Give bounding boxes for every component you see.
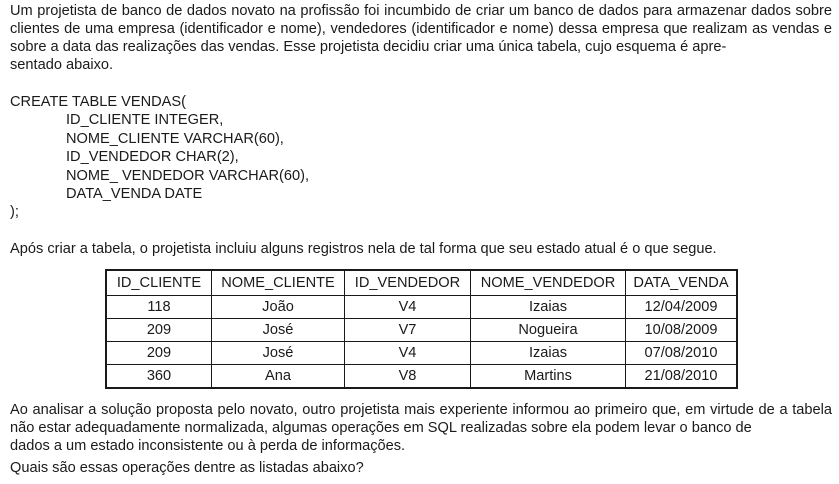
cell-nome-vendedor: Nogueira — [471, 319, 626, 342]
cell-nome-cliente: Ana — [212, 365, 345, 389]
table-row — [106, 342, 737, 365]
cell-nome-cliente: José — [212, 342, 345, 365]
intro-line-4: sentado abaixo. — [10, 57, 114, 73]
cell-id-vendedor: V7 — [345, 319, 471, 342]
sql-line-nome-cliente: NOME_CLIENTE VARCHAR(60), — [66, 130, 284, 147]
cell-nome-vendedor: Martins — [471, 365, 626, 389]
table-header-row — [106, 270, 737, 296]
analysis-line-3: dados a um estado inconsistente ou à perda de informações. — [10, 438, 406, 454]
sql-line-id-cliente: ID_CLIENTE INTEGER, — [66, 112, 224, 129]
after-create-text: Após criar a tabela, o projetista incluiu alguns registros nela de tal forma que seu estado atual é o que segue. — [10, 241, 717, 257]
cell-nome-vendedor: Izaias — [471, 342, 626, 365]
header-nome-cliente: NOME_CLIENTE — [212, 270, 345, 296]
table-row — [106, 296, 737, 319]
cell-nome-cliente: João — [212, 296, 345, 319]
sql-line-data-venda: DATA_VENDA DATE — [66, 185, 203, 202]
cell-data-venda: 10/08/2009 — [626, 319, 738, 342]
header-data-venda: DATA_VENDA — [626, 270, 738, 296]
question-paragraph — [10, 459, 832, 477]
sql-line-nome-vendedor: NOME_ VENDEDOR VARCHAR(60), — [66, 167, 309, 184]
cell-id-vendedor: V8 — [345, 365, 471, 389]
analysis-line-2: tabela não estar adequadamente normalizada, algumas operações em SQL realizadas sobre ela podem levar o banco de — [10, 402, 832, 436]
intro-line-1: Um projetista de banco de dados novato na profissão foi incumbido de criar um banco de dados para armazenar dados — [10, 3, 791, 19]
cell-nome-vendedor: Izaias — [471, 296, 626, 319]
question-text: Quais são essas operações dentre as listadas abaixo? — [10, 460, 364, 476]
sql-line-close: ); — [10, 204, 19, 221]
cell-data-venda: 07/08/2010 — [626, 342, 738, 365]
after-create-paragraph — [10, 240, 832, 258]
header-id-cliente: ID_CLIENTE — [106, 270, 212, 296]
cell-id-vendedor: V4 — [345, 296, 471, 319]
vendas-table — [105, 269, 738, 389]
header-nome-vendedor: NOME_VENDEDOR — [471, 270, 626, 296]
header-id-vendedor: ID_VENDEDOR — [345, 270, 471, 296]
analysis-line-1: Ao analisar a solução proposta pelo novato, outro projetista mais experiente informou ao primeiro que, em virtude de a — [10, 402, 788, 418]
table-row — [106, 365, 737, 389]
sql-line-create: CREATE TABLE VENDAS( — [10, 94, 186, 110]
cell-id-cliente: 360 — [106, 365, 212, 389]
intro-paragraph — [10, 2, 832, 74]
cell-nome-cliente: José — [212, 319, 345, 342]
cell-id-cliente: 118 — [106, 296, 212, 319]
intro-line-2: sobre clientes de uma empresa (identificador e nome), vendedores (identificador e nome) dessa empresa que realizam as — [10, 3, 832, 37]
sql-create-statement — [10, 93, 309, 222]
analysis-paragraph — [10, 401, 832, 455]
cell-data-venda: 21/08/2010 — [626, 365, 738, 389]
cell-data-venda: 12/04/2009 — [626, 296, 738, 319]
table-row — [106, 319, 737, 342]
sql-line-id-vendedor: ID_VENDEDOR CHAR(2), — [66, 149, 239, 166]
intro-line-3: vendas e sobre a data das realizações das vendas. Esse projetista decidiu criar uma única tabela, cujo esquema é apre- — [10, 21, 833, 55]
cell-id-cliente: 209 — [106, 319, 212, 342]
cell-id-cliente: 209 — [106, 342, 212, 365]
cell-id-vendedor: V4 — [345, 342, 471, 365]
